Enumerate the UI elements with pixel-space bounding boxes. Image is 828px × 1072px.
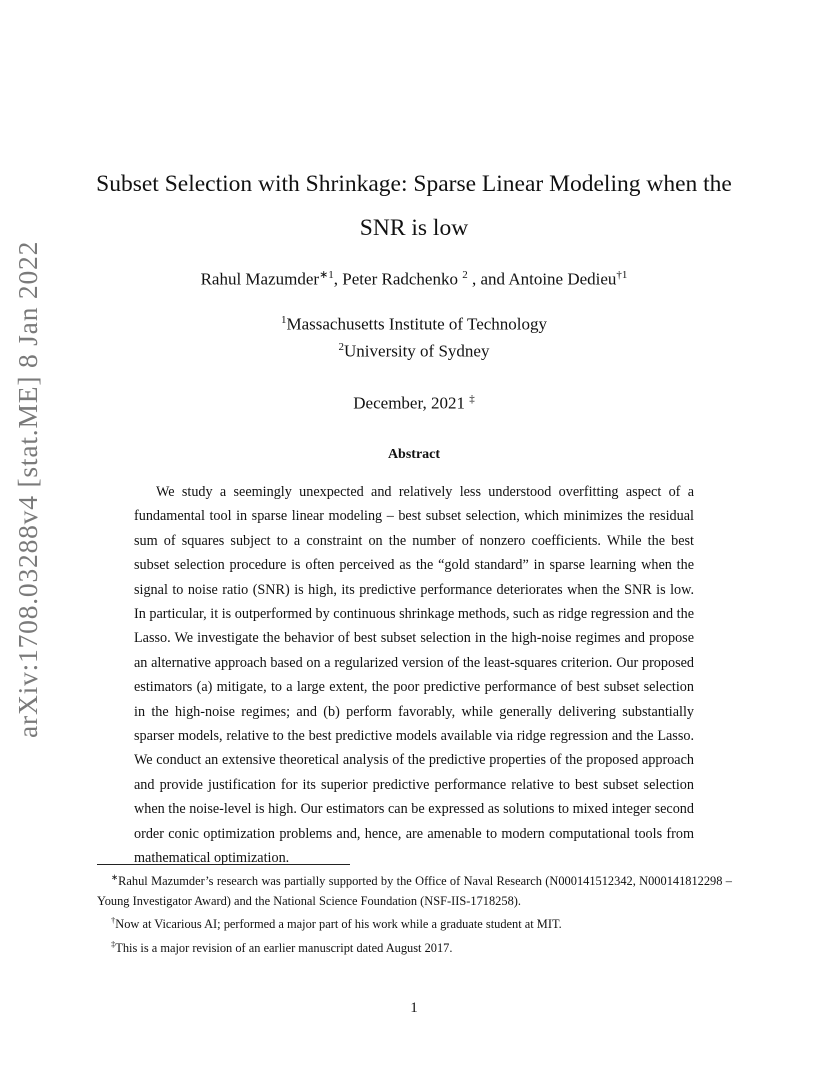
author-separator: , [333, 269, 343, 289]
affiliation [80, 309, 748, 336]
footnote [97, 911, 732, 935]
date-text: December, 2021 [353, 393, 465, 413]
author-name: Antoine Dedieu [508, 269, 617, 289]
arxiv-identifier[interactable]: arXiv:1708.03288v4 [stat.ME] 8 Jan 2022 [12, 240, 43, 738]
author-name: Rahul Mazumder [200, 269, 320, 289]
affiliation [80, 336, 748, 363]
footnote-mark: ‡ [111, 939, 116, 950]
footnote-divider [97, 864, 350, 865]
paper-title: Subset Selection with Shrinkage: Sparse Linear Modeling when the SNR is low [96, 171, 732, 241]
affiliation-mark: 1 [280, 314, 287, 326]
footnote [97, 935, 732, 959]
author-name: Peter Radchenko [342, 269, 458, 289]
footnote [97, 868, 732, 911]
paper-date [80, 388, 748, 415]
author-separator: , and [467, 269, 509, 289]
author-list [80, 264, 748, 291]
footnotes [97, 868, 732, 959]
abstract-heading: Abstract [387, 447, 441, 462]
author-mark: ∗1 [319, 269, 334, 281]
author-mark: 2 [462, 269, 468, 281]
abstract-text: We study a seemingly unexpected and relatively less understood overfitting aspect of a fundamental tool in sparse linear modeling – best subset selection, which minimizes the residual sum of squares subject to a constraint on the number of nonzero coefficients. While the best subset selection procedure is often perceived as the “gold standard” in sparse learning when the signal to noise ratio (SNR) is high, its predictive performance deteriorates when the SNR is low. In particular, it is outperformed by continuous shrinkage methods, such as ridge regression and the Lasso. We investigate the behavior of best subset selection in the high-noise regimes and propose an alternative approach based on a regularized version of the least-squares criterion. Our proposed estimators (a) mitigate, to a large extent, the poor predictive performance of best subset selection in the high-noise regimes; and (b) perform favorably, while generally delivering substantially sparser models, relative to the best predictive models available via ridge regression and the Lasso. We conduct an extensive theoretical analysis of the predictive properties of the proposed approach and provide justification for its superior predictive performance relative to best subset selection when the noise-level is high. Our estimators can be expressed as solutions to mixed integer second order conic optimization problems and, hence, are amenable to modern computational tools from mathematical optimization. [134, 484, 694, 867]
footnote-text: Now at Vicarious AI; performed a major part of his work while a graduate student at MIT. [115, 917, 562, 932]
footnote-text: This is a major revision of an earlier manuscript dated August 2017. [115, 941, 453, 956]
affiliation-name: Massachusetts Institute of Technology [286, 314, 548, 334]
footnote-mark: ∗ [111, 872, 119, 882]
author-mark: †1 [616, 269, 628, 281]
footnote-mark: † [111, 915, 116, 926]
affiliation-name: University of Sydney [344, 341, 490, 361]
date-footnote-mark: ‡ [469, 393, 475, 405]
page-number: 1 [410, 1000, 418, 1016]
footnote-text: Rahul Mazumder’s research was partially supported by the Office of Naval Research (N000141512342, N000141812298 – Young Investigator Award) and the National Science Foundation (NSF-IIS-1718258). [97, 874, 732, 908]
affiliation-mark: 2 [338, 341, 345, 353]
